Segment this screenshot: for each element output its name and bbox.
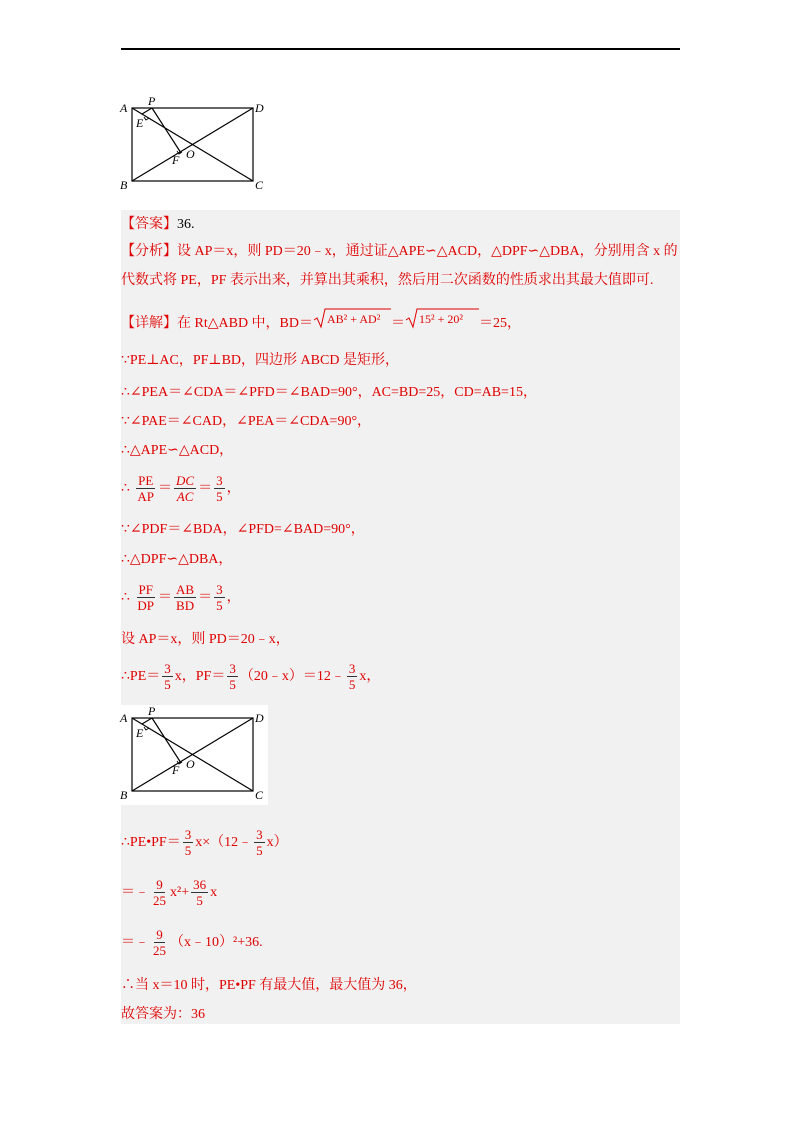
geometry-figure-top [118,95,268,195]
label-c: C [255,178,264,192]
line-6: ∴∠PEA＝∠CDA＝∠PFD＝∠BAD=90°，AC=BD=25，CD=AB=15， [121,385,537,400]
label-d: D [255,101,264,115]
label-p: P [148,705,156,718]
analysis-tag: 【分析】 [121,244,177,259]
analysis-line-1 [121,243,678,261]
final-answer-label: 故答案为： [121,1007,191,1022]
fraction-9-25: $\frac{9}{25}$ [153,927,166,959]
label-a: A [120,101,128,115]
label-b: B [120,178,128,192]
fraction-dc-ac: $\frac{DC}{AC}$ [176,473,195,505]
sqrt-expression-1 [313,307,391,341]
line-13: 设 AP＝x，则 PD＝20﹣x， [121,632,290,647]
detail-pre: 在 Rt△ABD 中，BD＝ [177,316,314,332]
label-e: E [136,116,144,130]
line-8: ∴△APE∽△ACD， [121,443,234,458]
answer-tag: 【答案】 [121,217,177,232]
fraction-9-25: $\frac{9}{25}$ [153,877,166,909]
label-f: F [172,153,180,167]
fraction-3-5: $\frac{3}{5}$ [164,661,171,693]
label-o: O [186,757,195,771]
label-a: A [120,711,128,725]
label-p: P [148,95,156,108]
sqrt-expression-2 [405,307,479,341]
line-14: ∴PE＝ $\frac{3}{5}$ x，PF＝ $\frac{3}{5}$ （20﹣x）＝12﹣ $\frac{3}{5}$ x， [121,661,381,693]
fraction-3-5: $\frac{3}{5}$ [216,582,223,614]
fraction-3-5: $\frac{3}{5}$ [348,661,356,693]
label-d: D [255,711,264,725]
analysis-text-1: 设 AP＝x，则 PD＝20﹣x，通过证△APE∽△ACD，△DPF∽△DBA，分别用含 x 的 [177,244,678,259]
fraction-3-5: $\frac{3}{5}$ [229,661,236,693]
detail-tag: 【详解】 [121,316,177,332]
rectangle-diagram [118,95,268,195]
line-12-ratio: ∴ $\frac{PF}{DP}$ ＝ $\frac{AB}{BD}$ ＝ $\frac{3}{5}$ ， [121,582,241,614]
fraction-3-5: $\frac{3}{5}$ [216,473,223,505]
fraction-3-5: $\frac{3}{5}$ [256,827,263,859]
label-c: C [255,788,264,802]
line-9-ratio: ∴ $\frac{PE}{AP}$ ＝ $\frac{DC}{AC}$ ＝ $\frac{3}{5}$ ， [121,473,241,505]
line-5: ∵PE⊥AC，PF⊥BD，四边形 ABCD 是矩形， [121,353,399,368]
therefore-symbol: ∴ [121,590,130,605]
fraction-36-5: $\frac{36}{5}$ [193,877,207,909]
therefore-symbol: ∴ [121,481,130,496]
line-10: ∵∠PDF＝∠BDA，∠PFD=∠BAD=90°， [121,522,365,537]
fraction-pe-ap: $\frac{PE}{AP}$ [137,473,155,505]
line-15: ∴PE•PF＝ $\frac{3}{5}$ x×（12﹣ $\frac{3}{5}$ x） [121,827,288,859]
rectangle-diagram [118,705,268,805]
header-rule [121,48,680,50]
sqrt-content-1: AB² + AD² [327,312,381,326]
answer-text: 36. [177,217,195,232]
line-18: ∴当 x＝10 时，PE•PF 有最大值，最大值为 36， [121,978,417,993]
label-o: O [186,147,195,161]
line-11: ∴△DPF∽△DBA， [121,552,233,567]
analysis-line-2 [121,272,653,290]
fraction-ab-bd: $\frac{AB}{BD}$ [176,582,195,614]
fraction-pf-dp: $\frac{PF}{DP}$ [137,582,155,614]
label-b: B [120,788,128,802]
analysis-text-2: 代数式将 PE，PF 表示出来，并算出其乘积，然后用二次函数的性质求出其最大值即可. [121,273,654,288]
detail-line [121,307,521,341]
final-answer-value: 36 [191,1007,205,1022]
detail-post: ＝25， [479,316,522,332]
line-17: ＝﹣ $\frac{9}{25}$ （x﹣10）²+36. [121,927,263,959]
label-e: E [136,726,144,740]
answer-line [121,216,195,234]
line-16: ＝﹣ $\frac{9}{25}$ x²+ $\frac{36}{5}$ x [121,877,218,909]
geometry-figure-bottom [118,705,268,805]
sqrt-content-2: 15² + 20² [419,312,463,326]
detail-mid: ＝ [391,316,406,332]
fraction-3-5: $\frac{3}{5}$ [184,827,192,859]
final-answer-line [121,1006,205,1024]
label-f: F [172,763,180,777]
line-7: ∵∠PAE＝∠CAD，∠PEA＝∠CDA=90°， [121,414,372,429]
